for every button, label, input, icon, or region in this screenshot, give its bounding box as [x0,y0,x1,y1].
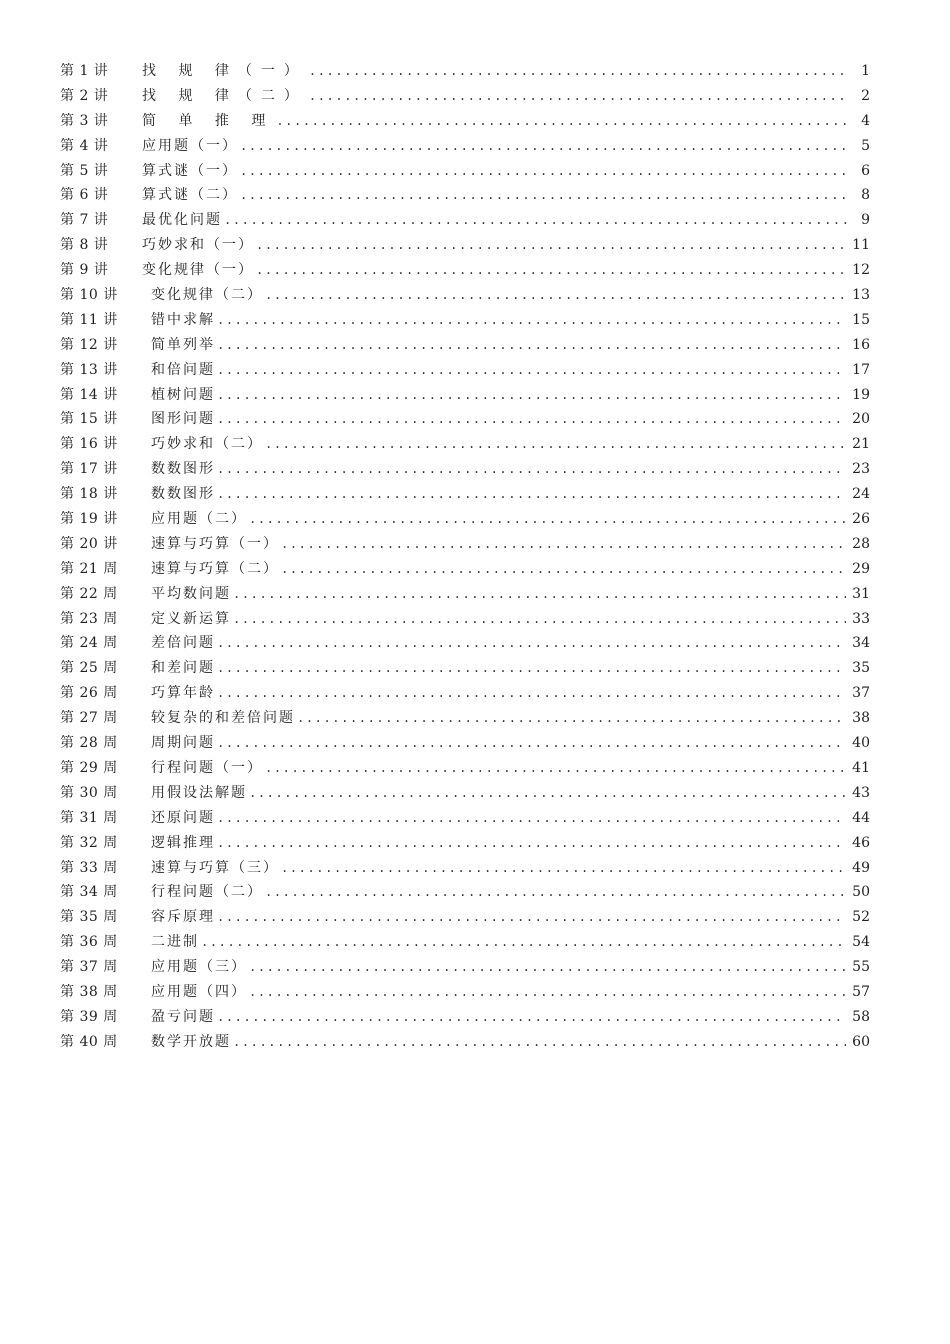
dot-leader [217,631,846,656]
toc-entry[interactable] [60,1005,870,1030]
toc-entry-number: 第 30 周 [60,784,118,801]
dot-leader [217,482,846,507]
toc-entry-title[interactable]: 植树问题 [151,386,215,403]
toc-entry-page-number: 43 [852,784,870,801]
toc-entry-title[interactable]: 周期问题 [151,735,215,752]
toc-entry-page-number: 35 [852,660,870,677]
toc-entry[interactable] [60,432,870,457]
toc-entry[interactable] [60,258,870,283]
dot-leader [265,756,846,781]
toc-entry-page-number: 12 [852,262,870,279]
dot-leader [309,59,850,84]
dot-leader [217,681,846,706]
dot-leader [281,532,846,557]
toc-entry-title[interactable]: 巧妙求和（一） [142,237,254,254]
toc-entry[interactable] [60,233,870,258]
dot-leader [249,781,846,806]
toc-entry-number: 第 17 讲 [60,461,118,478]
dot-leader [217,333,846,358]
toc-entry-title[interactable]: 最优化问题 [142,212,222,229]
toc-entry[interactable] [60,1030,870,1055]
toc-entry[interactable] [60,507,870,532]
toc-entry[interactable] [60,283,870,308]
toc-entry-page-number: 38 [852,710,870,727]
toc-entry-number: 第 10 讲 [60,287,118,304]
toc-entry-number: 第 26 周 [60,685,118,702]
toc-entry[interactable] [60,557,870,582]
toc-entry-title[interactable]: 和差问题 [151,660,215,677]
toc-entry-number: 第 19 讲 [60,511,118,528]
toc-entry[interactable] [60,856,870,881]
toc-entry[interactable] [60,880,870,905]
toc-entry-page-number: 40 [852,735,870,752]
toc-entry-number: 第 2 讲 [60,87,109,104]
toc-entry-number: 第 6 讲 [60,187,109,204]
toc-entry-page-number: 54 [852,934,870,951]
toc-entry-page-number: 60 [852,1033,870,1050]
toc-entry-title[interactable]: 速算与巧算（二） [151,560,279,577]
toc-entry-number: 第 16 讲 [60,436,118,453]
toc-entry[interactable] [60,457,870,482]
toc-entry[interactable] [60,930,870,955]
toc-entry-title[interactable]: 数数图形 [151,486,215,503]
toc-entry-title[interactable]: 用假设法解题 [151,784,247,801]
toc-entry-page-number: 46 [852,834,870,851]
toc-entry-title[interactable]: 盈亏问题 [151,1008,215,1025]
toc-entry-page-number: 58 [852,1008,870,1025]
toc-entry-number: 第 35 周 [60,909,118,926]
toc-entry-page-number: 33 [852,610,870,627]
toc-entry-title[interactable]: 错中求解 [151,311,215,328]
toc-entry-number: 第 13 讲 [60,361,118,378]
toc-entry-page-number: 57 [852,983,870,1000]
table-of-contents [60,59,870,1055]
toc-entry[interactable] [60,582,870,607]
toc-entry[interactable] [60,308,870,333]
toc-entry-title[interactable]: 应用题（三） [151,959,247,976]
dot-leader [217,383,846,408]
dot-leader [249,955,846,980]
toc-entry-title[interactable]: 还原问题 [151,809,215,826]
toc-entry-title[interactable]: 应用题（二） [151,511,247,528]
toc-entry-title[interactable]: 较复杂的和差倍问题 [151,710,295,727]
toc-entry-number: 第 11 讲 [60,311,118,328]
dot-leader [217,905,846,930]
toc-entry-number: 第 20 讲 [60,535,118,552]
toc-entry-number: 第 7 讲 [60,212,109,229]
toc-entry-page-number: 49 [852,859,870,876]
toc-entry-page-number: 6 [861,162,870,179]
toc-entry[interactable] [60,482,870,507]
toc-entry-title[interactable]: 差倍问题 [151,635,215,652]
toc-entry-number: 第 29 周 [60,759,118,776]
toc-entry-page-number: 26 [852,511,870,528]
toc-entry-number: 第 39 周 [60,1008,118,1025]
dot-leader [217,358,846,383]
toc-entry-page-number: 44 [852,809,870,826]
toc-entry-page-number: 2 [861,87,870,104]
toc-entry-number: 第 36 周 [60,934,118,951]
dot-leader [281,856,846,881]
toc-entry-number: 第 34 周 [60,884,118,901]
toc-entry-title[interactable]: 数学开放题 [151,1033,231,1050]
toc-entry[interactable] [60,756,870,781]
toc-entry-page-number: 52 [852,909,870,926]
toc-entry-title[interactable]: 行程问题（一） [151,759,263,776]
toc-entry-page-number: 50 [852,884,870,901]
toc-entry-page-number: 55 [852,959,870,976]
toc-entry-number: 第 25 周 [60,660,118,677]
toc-entry-page-number: 8 [861,187,870,204]
dot-leader [217,407,846,432]
toc-entry-number: 第 9 讲 [60,262,109,279]
toc-entry[interactable] [60,631,870,656]
toc-entry[interactable] [60,358,870,383]
toc-entry-title[interactable]: 应用题（四） [151,983,247,1000]
toc-entry-number: 第 24 周 [60,635,118,652]
toc-entry-title[interactable]: 巧算年龄 [151,685,215,702]
dot-leader [240,183,850,208]
toc-entry-page-number: 17 [852,361,870,378]
toc-entry-page-number: 23 [852,461,870,478]
toc-entry-page-number: 5 [861,137,870,154]
toc-entry-number: 第 28 周 [60,735,118,752]
toc-entry-title[interactable]: 平均数问题 [151,585,231,602]
toc-entry-number: 第 22 周 [60,585,118,602]
toc-entry[interactable] [60,681,870,706]
toc-entry-number: 第 21 周 [60,560,118,577]
toc-entry-title[interactable]: 简单列举 [151,336,215,353]
toc-entry-title[interactable]: 变化规律（二） [151,287,263,304]
dot-leader [224,208,850,233]
toc-entry[interactable] [60,109,870,134]
toc-entry[interactable] [60,980,870,1005]
dot-leader [233,582,846,607]
toc-entry-title[interactable]: 找 规 律（一） [142,63,307,79]
dot-leader [249,507,846,532]
toc-entry-page-number: 9 [861,212,870,229]
toc-entry-page-number: 37 [852,685,870,702]
toc-entry-title[interactable]: 图形问题 [151,411,215,428]
toc-entry[interactable] [60,208,870,233]
toc-entry-page-number: 29 [852,560,870,577]
dot-leader [217,656,846,681]
toc-entry-number: 第 33 周 [60,859,118,876]
toc-entry-title[interactable]: 二进制 [151,934,199,951]
toc-entry-number: 第 8 讲 [60,237,109,254]
dot-leader [297,706,846,731]
toc-entry-page-number: 4 [861,112,870,129]
toc-entry-title[interactable]: 定义新运算 [151,610,231,627]
toc-entry[interactable] [60,607,870,632]
toc-entry-number: 第 1 讲 [60,63,109,79]
toc-entry-title[interactable]: 找 规 律（二） [142,87,307,104]
toc-entry-number: 第 31 周 [60,809,118,826]
dot-leader [256,233,846,258]
toc-entry-title[interactable]: 行程问题（二） [151,884,263,901]
dot-leader [265,283,846,308]
dot-leader [265,432,846,457]
toc-entry-page-number: 21 [852,436,870,453]
toc-entry-title[interactable]: 巧妙求和（二） [151,436,263,453]
dot-leader [281,557,846,582]
dot-leader [217,806,846,831]
dot-leader [256,258,846,283]
toc-entry-page-number: 19 [852,386,870,403]
toc-entry[interactable] [60,731,870,756]
toc-entry-page-number: 11 [852,237,870,254]
toc-entry-number: 第 15 讲 [60,411,118,428]
dot-leader [233,607,846,632]
toc-entry-page-number: 41 [852,759,870,776]
toc-entry-number: 第 5 讲 [60,162,109,179]
toc-entry-page-number: 20 [852,411,870,428]
dot-leader [217,731,846,756]
toc-entry[interactable] [60,806,870,831]
dot-leader [217,457,846,482]
toc-entry[interactable] [60,781,870,806]
toc-entry-page-number: 13 [852,287,870,304]
toc-entry-page-number: 34 [852,635,870,652]
toc-entry-number: 第 12 讲 [60,336,118,353]
toc-entry-page-number: 1 [861,63,870,79]
toc-entry-title[interactable]: 速算与巧算（一） [151,535,279,552]
toc-entry[interactable] [60,955,870,980]
toc-entry-page-number: 31 [852,585,870,602]
toc-entry[interactable] [60,706,870,731]
dot-leader [276,109,850,134]
dot-leader [240,159,850,184]
dot-leader [217,308,846,333]
toc-entry-number: 第 3 讲 [60,112,109,129]
toc-entry-title[interactable]: 变化规律（一） [142,262,254,279]
toc-entry-number: 第 27 周 [60,710,118,727]
toc-entry-title[interactable]: 和倍问题 [151,361,215,378]
toc-entry-number: 第 40 周 [60,1033,118,1050]
dot-leader [217,831,846,856]
toc-entry[interactable] [60,831,870,856]
toc-entry-title[interactable]: 应用题（一） [142,137,238,154]
toc-entry[interactable] [60,407,870,432]
toc-entry-page-number: 28 [852,535,870,552]
dot-leader [309,84,850,109]
toc-entry-number: 第 37 周 [60,959,118,976]
toc-entry-number: 第 23 周 [60,610,118,627]
toc-entry-number: 第 14 讲 [60,386,118,403]
toc-entry-number: 第 4 讲 [60,137,109,154]
toc-entry[interactable] [60,905,870,930]
toc-entry-title[interactable]: 算式谜（二） [142,187,238,204]
toc-entry[interactable] [60,183,870,208]
toc-entry-number: 第 32 周 [60,834,118,851]
toc-entry-page-number: 24 [852,486,870,503]
toc-entry-title[interactable]: 算式谜（一） [142,162,238,179]
toc-entry-page-number: 16 [852,336,870,353]
toc-entry-title[interactable]: 逻辑推理 [151,834,215,851]
toc-entry[interactable] [60,134,870,159]
dot-leader [249,980,846,1005]
dot-leader [201,930,846,955]
toc-entry[interactable] [60,84,870,109]
toc-entry[interactable] [60,333,870,358]
toc-entry-title[interactable]: 数数图形 [151,461,215,478]
toc-entry-number: 第 38 周 [60,983,118,1000]
toc-entry-title[interactable]: 速算与巧算（三） [151,859,279,876]
dot-leader [265,880,846,905]
toc-entry-number: 第 18 讲 [60,486,118,503]
toc-entry-title[interactable]: 简 单 推 理 [142,112,275,129]
toc-entry[interactable] [60,383,870,408]
toc-entry-title[interactable]: 容斥原理 [151,909,215,926]
toc-entry[interactable] [60,59,870,84]
dot-leader [240,134,850,159]
dot-leader [217,1005,846,1030]
dot-leader [233,1030,846,1055]
toc-entry[interactable] [60,532,870,557]
toc-entry-page-number: 15 [852,311,870,328]
toc-entry[interactable] [60,656,870,681]
toc-entry[interactable] [60,159,870,184]
